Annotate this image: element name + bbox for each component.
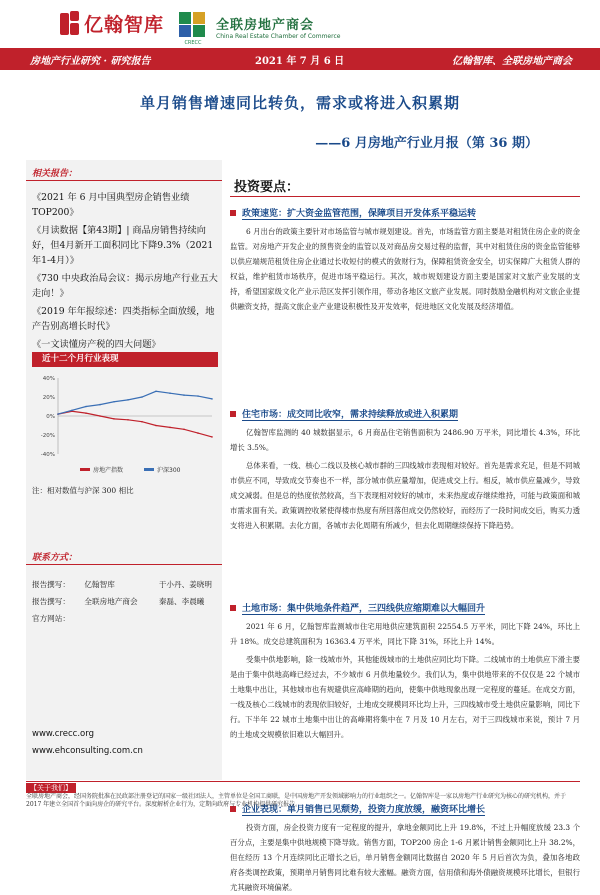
chart-note: 注：相对数值与沪深 300 相比 — [32, 486, 134, 495]
contact-role: 报告撰写： — [32, 597, 70, 606]
housing-market-section — [230, 407, 580, 533]
about-us-tag: 【关于我们】 — [26, 783, 76, 793]
square-bullet-icon — [230, 605, 236, 611]
square-bullet-icon — [230, 210, 236, 216]
data-point — [197, 395, 199, 397]
data-point — [211, 436, 213, 438]
data-point — [155, 391, 157, 393]
data-point — [113, 401, 115, 403]
paragraph: 受集中供地影响，除一线城市外，其他能级城市的土地供应同比均下降。二线城市的土地供应下滑主要是由于集中供地高峰已经过去，不少城市 6 月供地量较少。我们认为，集中供地带来的不仅仅是 22 个城市土地集中出让，其他城市也有规避供应高峰期的趋向，使集中供地现象出现一定程度的蔓延。在成交方面，一线及核心二线城市的表现依旧较好，土地成交规模同环比均上升，三四线城市受土地供应量影响，同比下行。下半年 22 城市土地集中出让的高峰期将集中在 7 月及 10 月左右，对于三四线城市来说，预计 7 月的土地成交规模依旧难以大幅回升。 — [230, 655, 580, 739]
divider — [230, 196, 580, 197]
data-point — [113, 418, 115, 420]
contact-list — [32, 576, 222, 627]
y-tick-label: 0% — [46, 414, 55, 420]
data-point — [169, 427, 171, 429]
y-tick-label: -40% — [40, 452, 55, 458]
contact-people: 秦磊、李晨曦 — [158, 597, 205, 606]
crecc-name-cn: 全联房地产商会 — [216, 18, 315, 33]
sidebar — [26, 160, 222, 780]
data-point — [99, 404, 101, 406]
data-point — [169, 392, 171, 394]
y-tick-label: 20% — [42, 395, 55, 401]
data-point — [183, 429, 185, 431]
contact-role: 官方网站： — [32, 614, 70, 623]
related-report-link[interactable]: 《2019 年年报综述：四类指标全面放缓，地产告别高增长时代》 — [32, 306, 215, 332]
data-point — [85, 412, 87, 414]
data-point — [155, 425, 157, 427]
data-point — [99, 415, 101, 417]
contact-heading: 联系方式： — [32, 553, 78, 563]
data-point — [71, 410, 73, 412]
industry-performance-chart — [30, 372, 220, 492]
footer-divider — [26, 781, 580, 782]
series-line-1 — [58, 391, 212, 414]
data-point — [197, 432, 199, 434]
paragraph: 总体来看，一线、核心二线以及核心城市群的三四线城市表现相对较好。首先是需求充足，但是不同城市供应不同，导致成交节奏也不一样，部分城市供应量增加，促进成交上行。相反，城市供应量减少，导致成交减弱。但是总的热度依然较高，当下表现相对较好的城市，未来热度或存继续维持，可能与政策面和城市需求面有关。政策调控收紧使得楼市热度有所回落但成交仍然较好，而经历了一段时间成交后，购买力透支将进入积累期。去化方面，各城市去化周期有所减少，但去化周期继续保持下降趋势。 — [230, 461, 580, 530]
report-date: 2021 年 7 月 6 日 — [255, 55, 345, 67]
section-heading: 政策速览：扩大资金监管范围，保障项目开发体系平稳运转 — [230, 206, 580, 220]
related-report-link[interactable]: 《月读数据【第43期】| 商品房销售持续向好，但4月新开工面积同比下降9.3%（2021年1-4月）》 — [32, 225, 214, 266]
enterprise-section — [230, 802, 580, 895]
header-bar — [0, 48, 600, 70]
paragraph: 投资方面，房企投资力度有一定程度的提升，拿地金额同比上升 19.8%，不过上升幅度放缓 23.3 个百分点，主要是集中供地规模下降导致。销售方面，TOP200 房企 1-6 月累计销售金额同比上升 38.2%，但在经历 13 个月连续同比正增长之后，单月销售金额同比数据自 2020 年 5 月后首次为负，叠加各地政府各类调控政策，预期单月销售同比难有较大涨幅。融资方面，信用债和海外债融资规模环比增长，但银行尤其融资环境偏紧。 — [230, 823, 580, 892]
related-report-link[interactable]: 《2021 年 6 月中国典型房企销售业绩 TOP200》 — [32, 192, 190, 218]
website-link[interactable]: www.ehconsulting.com.cn — [32, 746, 143, 756]
website-link[interactable]: www.crecc.org — [32, 729, 94, 739]
header-logos — [60, 6, 540, 46]
report-category: 房地产行业研究 · 研究报告 — [30, 55, 151, 67]
data-point — [57, 413, 59, 415]
contact-people: 于小丹、姜晓明 — [158, 580, 212, 589]
policy-section — [230, 206, 580, 314]
data-point — [141, 421, 143, 423]
contact-org: 全联房地产商会 — [84, 597, 138, 606]
related-report-link[interactable]: 《730 中央政治局会议：揭示房地产行业五大走向！》 — [32, 273, 218, 299]
paragraph: 亿翰智库监测的 40 城数据显示，6 月商品住宅销售面积为 2486.90 万平米，同比增长 4.3%，环比增长 3.5%。 — [230, 428, 580, 452]
chart-heading: 近十二个月行业表现 — [32, 352, 218, 367]
investment-highlights-heading: 投资要点： — [234, 180, 300, 195]
contact-role: 报告撰写： — [32, 580, 70, 589]
contact-row — [32, 593, 222, 610]
ehconsulting-logo — [60, 10, 164, 37]
y-tick-label: -20% — [40, 433, 55, 439]
series-line-0 — [58, 411, 212, 437]
related-reports-list — [32, 190, 218, 355]
report-title: 单月销售增速同比转负，需求或将进入积累期 — [139, 94, 460, 112]
report-publishers: 亿翰智库、全联房地产商会 — [452, 55, 572, 67]
report-subtitle: ——6 月房地产行业月报（第 36 期） — [315, 136, 538, 151]
divider — [26, 564, 222, 565]
data-point — [127, 399, 129, 401]
divider — [26, 180, 222, 181]
paragraph: 6 月出台的政策主要针对市场监管与城市规划建设。首先，市场监管方面主要是对租赁住房企业的资金监管。对房地产开发企业的预售资金的监管以及对商品房交易过程的监督，其中对租赁住房的资金监管能够以供应端规范租赁住房企业通过长收短付的模式的敛财行为，保障租赁资金安全，切实保障广大租赁人群的权益，维护租赁市场秩序，促进市场平稳运行。其次，城市规划建设方面主要是国家对文旅产业发展的支持，希望国家级文化产业示范区发挥引领作用，带动各地区文旅产业发展。同时鼓励金融机构对文旅企业提供融资支持，提高文旅企业产业建设积极性及开发效率，促进地区文化发展及经济增值。 — [230, 227, 580, 311]
legend-label: 房地产指数 — [93, 467, 124, 474]
contact-row — [32, 610, 222, 627]
section-heading: 住宅市场：成交同比收窄，需求持续释放或进入积累期 — [230, 407, 580, 421]
paragraph: 2021 年 6 月，亿翰智库监测城市住宅用地供应建筑面积 22554.5 万平米，同比下降 24%，环比上升 18%。成交总建筑面积为 16363.4 万平米，同比下降 31%，环比上升 14%。 — [230, 622, 580, 646]
crecc-name-en: China Real Estate Chamber of Commerce — [216, 33, 341, 40]
ehc-brand-name: 亿翰智库 — [84, 14, 165, 36]
crecc-logo-mark-icon: CRECC — [176, 10, 210, 44]
data-point — [183, 394, 185, 396]
ehc-logo-mark-icon — [60, 11, 80, 37]
data-point — [141, 396, 143, 398]
contact-org: 亿翰智库 — [84, 580, 115, 589]
legend-swatch — [144, 468, 154, 471]
section-heading: 土地市场：集中供地条件趋严，三四线供应缩期难以大幅回升 — [230, 601, 580, 615]
section-heading: 企业表现：单月销售已见颓势，投资力度放缓，融资环比增长 — [230, 802, 580, 816]
about-us-text: 全联房地产商会，经国务院批准在民政部注册登记的国家一级社团法人，主管单位是全国工商联，是中国房地产开发领域影响力的行业组织之一。亿翰智库是一家以房地产行业研究为核心的研究机构，并于 2017 年建立全国首个面向房企的研究平台。深度解析企业行为，定期向政府与专业机构提供研究报告。 — [26, 793, 567, 808]
legend-label: 沪深300 — [157, 467, 181, 474]
website-list — [32, 726, 143, 760]
performance-chart-svg — [30, 372, 220, 482]
legend-swatch — [80, 468, 90, 471]
data-point — [85, 406, 87, 408]
square-bullet-icon — [230, 411, 236, 417]
crecc-logo — [176, 10, 340, 44]
y-tick-label: 40% — [42, 376, 55, 382]
related-report-link[interactable]: 《一文读懂房产税的四大问题》 — [32, 339, 161, 350]
data-point — [211, 398, 213, 400]
data-point — [127, 419, 129, 421]
land-market-section — [230, 601, 580, 742]
contact-row — [32, 576, 222, 593]
related-reports-heading: 相关报告： — [32, 169, 78, 179]
